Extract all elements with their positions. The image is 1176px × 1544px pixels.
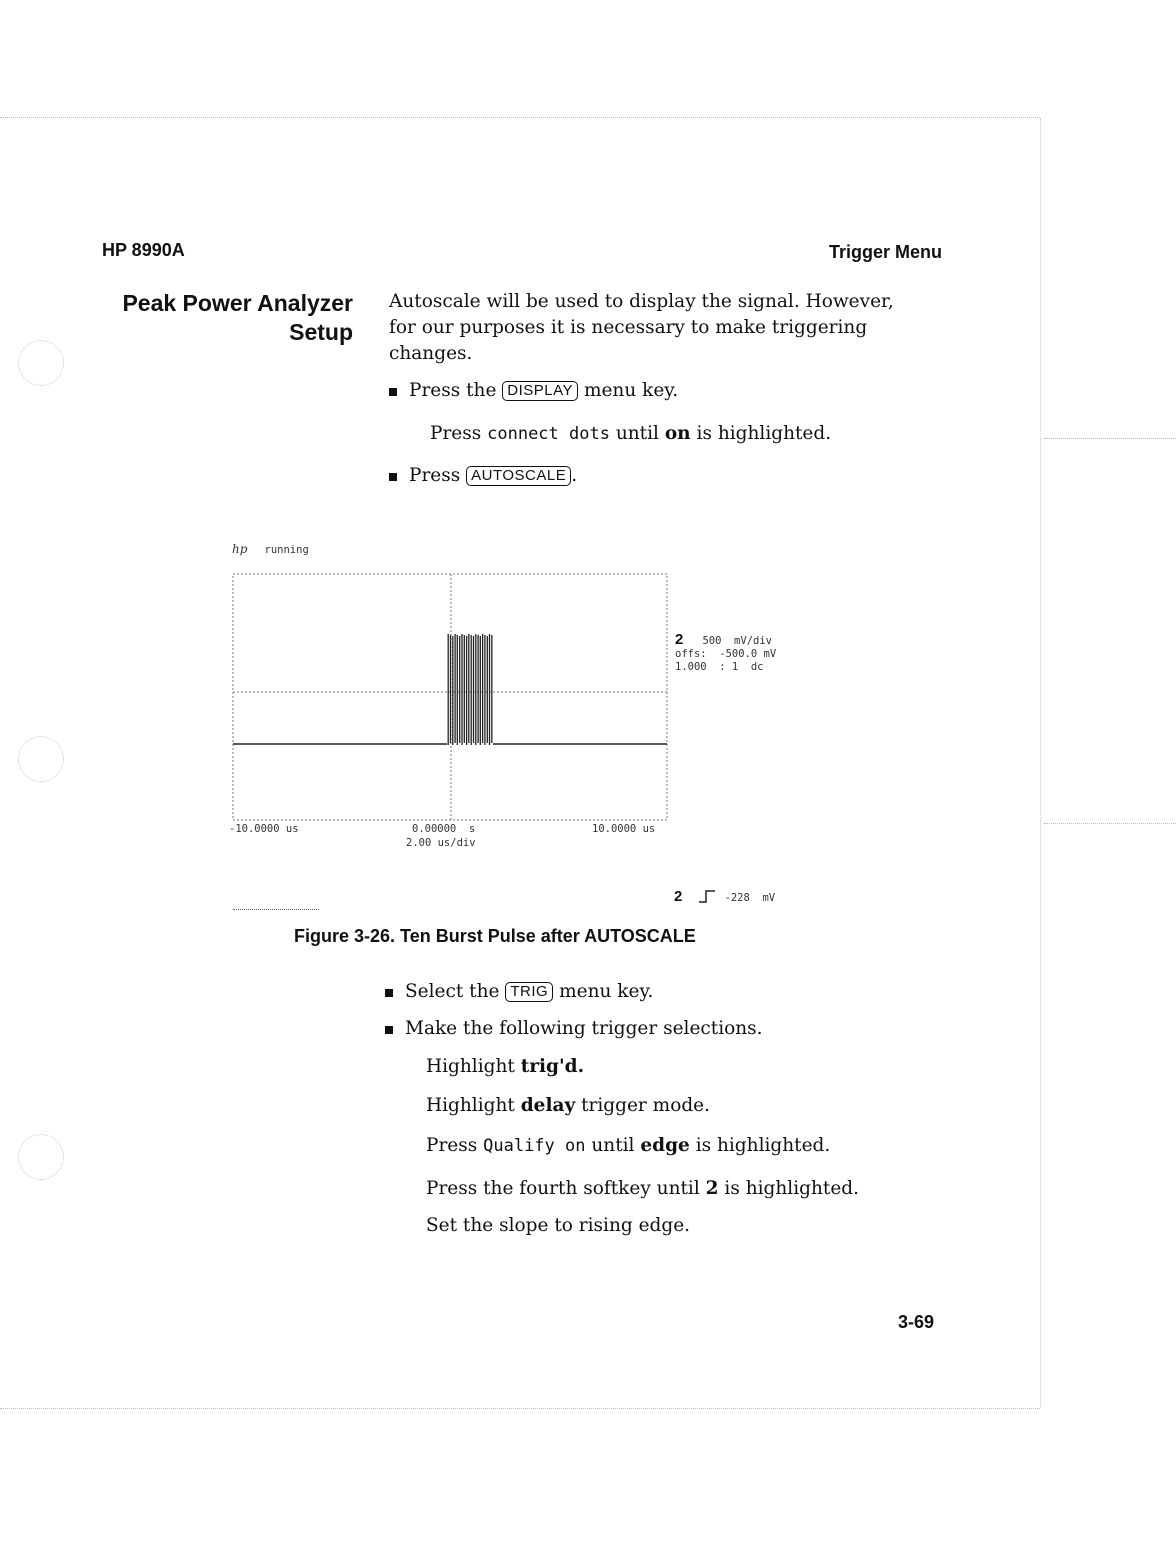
time-left: -10.0000 us	[229, 823, 299, 835]
bullet-icon	[389, 388, 397, 396]
step-trigger-selections: Make the following trigger selections.	[405, 1018, 763, 1039]
step-text: until	[615, 423, 659, 444]
section-title	[60, 289, 353, 347]
trigger-level: -228 mV	[724, 892, 776, 904]
rising-edge-icon	[697, 888, 719, 904]
step-trig	[405, 979, 653, 1005]
bullet-icon	[385, 1026, 393, 1034]
trigger-readout	[674, 886, 775, 905]
scope-waveform-display	[225, 562, 675, 832]
step-display	[409, 378, 678, 404]
probe-attenuation: 1.000 : 1 dc	[675, 661, 764, 673]
bullet-icon	[389, 473, 397, 481]
figure-caption: Figure 3-26. Ten Burst Pulse after AUTOSCALE	[294, 926, 696, 946]
scope-status-bar	[232, 538, 309, 557]
step-text: Press	[426, 1135, 478, 1156]
softkey-label: connect dots	[487, 424, 610, 444]
step-text: Highlight	[426, 1095, 515, 1116]
substep-delay	[426, 1093, 710, 1119]
step-text: .	[571, 465, 578, 486]
step-text: Press	[430, 423, 482, 444]
step-text: until	[591, 1135, 635, 1156]
step-text: is highlighted.	[695, 1135, 831, 1156]
trig-key: TRIG	[505, 982, 553, 1002]
channel-offset: offs: -500.0 mV	[675, 648, 777, 660]
page-edge-right	[1040, 118, 1041, 1408]
page-edge-bottom	[0, 1408, 1040, 1409]
step-text: Select the	[405, 981, 500, 1002]
substep-fourth-softkey	[426, 1176, 859, 1202]
scope-channel-info	[675, 632, 776, 674]
figure-rule	[233, 909, 319, 910]
hp-logo: hp	[232, 542, 248, 556]
step-text: Press the fourth softkey until	[426, 1178, 700, 1199]
step-text: is highlighted.	[724, 1178, 859, 1199]
tab-edge-upper	[1044, 438, 1176, 439]
intro-line: changes.	[389, 343, 473, 364]
step-text: Highlight	[426, 1056, 515, 1077]
channel-number: 2	[675, 631, 684, 648]
time-per-div: 2.00 us/div	[406, 837, 476, 849]
time-center: 0.00000 s	[412, 823, 476, 835]
page-number: 3-69	[897, 1312, 934, 1332]
display-key: DISPLAY	[502, 381, 578, 401]
scope-status: running	[264, 544, 309, 556]
header-product: HP 8990A	[102, 240, 185, 260]
intro-paragraph	[389, 289, 949, 367]
step-text: Press the	[409, 380, 497, 401]
burst-pulses	[448, 634, 492, 745]
bullet-icon	[385, 989, 393, 997]
intro-line: Autoscale will be used to display the signal. However,	[389, 291, 894, 312]
step-text: menu key.	[559, 981, 654, 1002]
highlight-value: edge	[640, 1135, 690, 1156]
substep-qualify	[426, 1133, 830, 1159]
step-connect-dots	[430, 421, 831, 447]
page-edge-top	[0, 117, 1040, 118]
step-text: Press	[409, 465, 461, 486]
punch-hole-middle	[18, 736, 64, 782]
substep-slope: Set the slope to rising edge.	[426, 1215, 691, 1236]
autoscale-key: AUTOSCALE	[466, 466, 571, 486]
step-text: menu key.	[583, 380, 679, 401]
intro-line: for our purposes it is necessary to make triggering	[389, 317, 868, 338]
trigger-channel: 2	[674, 888, 683, 905]
softkey-label: Qualify on	[483, 1136, 586, 1156]
time-right: 10.0000 us	[592, 823, 656, 835]
step-autoscale	[409, 463, 577, 489]
step-text: trigger mode.	[581, 1095, 711, 1116]
step-text: is highlighted.	[696, 423, 832, 444]
section-title-line1: Peak Power Analyzer	[122, 290, 353, 316]
section-title-line2: Setup	[289, 319, 353, 345]
header-chapter: Trigger Menu	[828, 242, 942, 262]
highlight-value: delay	[520, 1095, 576, 1116]
tab-edge-lower	[1044, 823, 1176, 824]
volts-per-div: 500 mV/div	[702, 635, 772, 647]
highlight-value: 2	[705, 1178, 719, 1199]
highlight-value: on	[664, 423, 691, 444]
punch-hole-top	[18, 340, 64, 386]
punch-hole-bottom	[18, 1134, 64, 1180]
highlight-value: trig'd.	[520, 1056, 585, 1077]
substep-trigd	[426, 1054, 584, 1080]
